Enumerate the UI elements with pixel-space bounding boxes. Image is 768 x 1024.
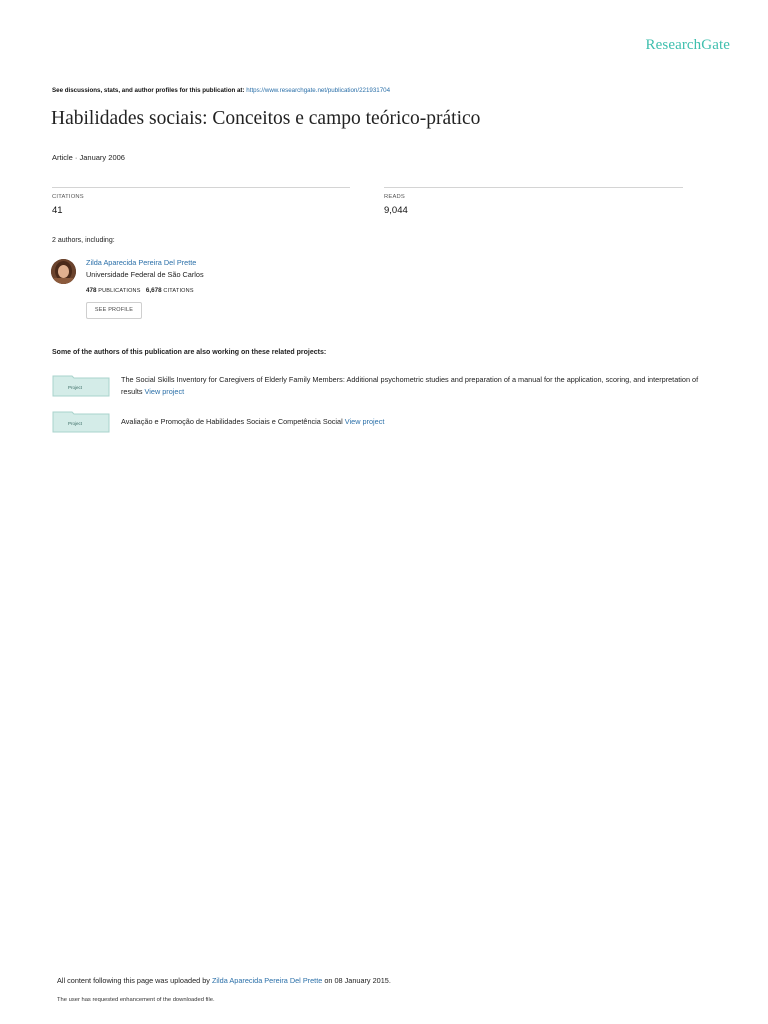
researchgate-logo[interactable]: ResearchGate	[645, 37, 730, 53]
publication-url-link[interactable]: https://www.researchgate.net/publication/221931704	[246, 87, 391, 94]
project-icon[interactable]	[52, 411, 110, 438]
related-projects-heading: Some of the authors of this publication are also working on these related projects:	[52, 349, 327, 356]
author-publications-label: PUBLICATIONS	[98, 288, 141, 294]
author-name-link[interactable]: Zilda Aparecida Pereira Del Prette	[86, 258, 197, 267]
see-profile-button[interactable]: SEE PROFILE	[86, 302, 142, 319]
publication-meta: Article · January 2006	[52, 153, 125, 162]
discussions-line	[52, 87, 390, 94]
project-folder-icon	[52, 375, 110, 397]
author-photo-icon	[51, 259, 76, 284]
uploader-link[interactable]: Zilda Aparecida Pereira Del Prette	[211, 976, 323, 985]
author-publications-count: 478	[86, 287, 97, 294]
reads-value: 9,044	[384, 205, 408, 216]
reads-label: READS	[384, 194, 405, 200]
view-project-link[interactable]: View project	[344, 417, 385, 426]
author-affiliation: Universidade Federal de São Carlos	[86, 270, 204, 279]
author-stats	[86, 287, 194, 294]
project-icon-label: Project	[68, 385, 83, 390]
citations-label: CITATIONS	[52, 194, 84, 200]
reads-divider	[384, 187, 683, 188]
citations-value: 41	[52, 205, 63, 216]
upload-notice	[57, 976, 391, 985]
project-item	[121, 416, 706, 428]
author-citations-label: CITATIONS	[163, 288, 194, 294]
project-folder-icon	[52, 411, 110, 433]
project-icon[interactable]	[52, 375, 110, 402]
project-icon-label: Project	[68, 421, 83, 426]
author-avatar[interactable]	[51, 259, 76, 284]
project-item	[121, 374, 706, 398]
citations-divider	[52, 187, 350, 188]
upload-suffix: on 08 January 2015.	[324, 976, 391, 985]
upload-prefix: All content following this page was uploaded by	[57, 976, 210, 985]
enhancement-note: The user has requested enhancement of the downloaded file.	[57, 997, 215, 1003]
authors-heading: 2 authors, including:	[52, 237, 115, 244]
project-title: Avaliação e Promoção de Habilidades Sociais e Competência Social	[121, 417, 343, 426]
author-citations-count: 6,678	[145, 287, 162, 294]
discussions-text: See discussions, stats, and author profiles for this publication at:	[52, 87, 245, 94]
project-title: The Social Skills Inventory for Caregivers of Elderly Family Members: Additional psychometric studies and preparation of a manual for the application, scoring, and interpretation of results	[121, 375, 699, 396]
view-project-link[interactable]: View project	[144, 387, 185, 396]
publication-title: Habilidades sociais: Conceitos e campo teórico-prático	[51, 108, 481, 129]
